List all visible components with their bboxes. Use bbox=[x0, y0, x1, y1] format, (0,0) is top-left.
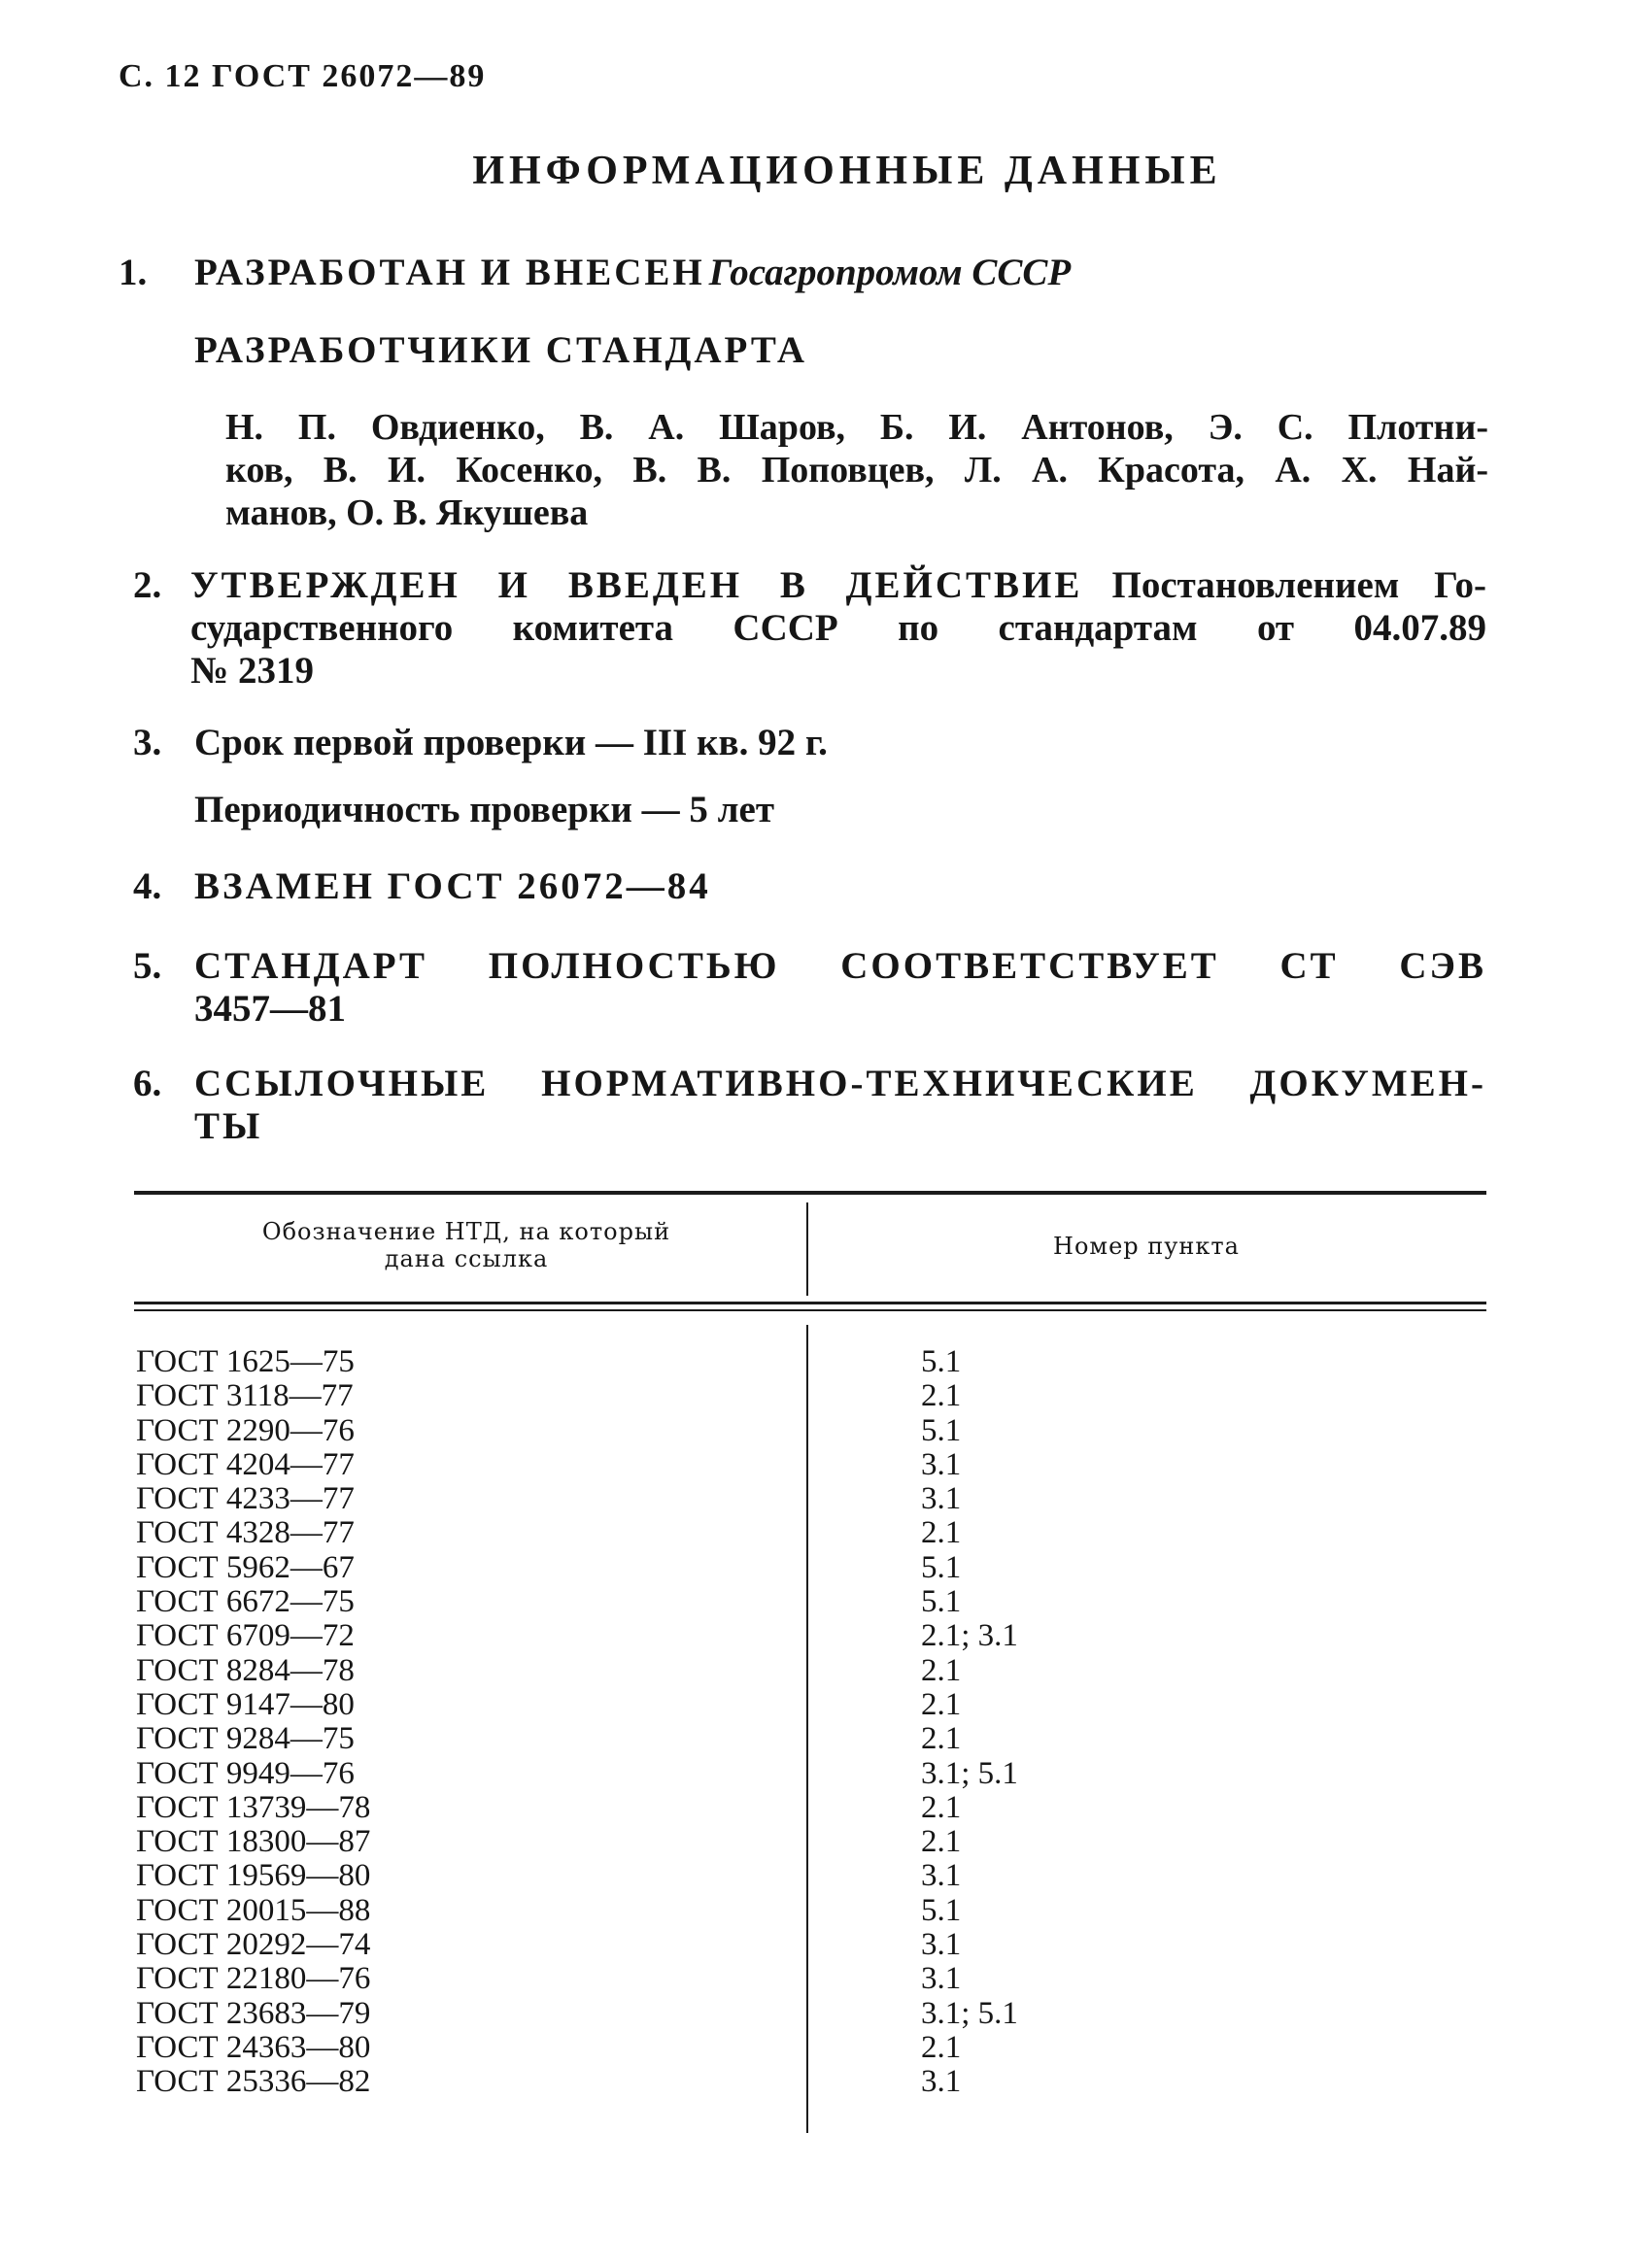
table-header-doc bbox=[194, 1218, 738, 1272]
table-row-clause: 5.1 bbox=[921, 1412, 962, 1448]
table-row-doc: ГОСТ 22180—76 bbox=[136, 1961, 371, 1997]
table-row-doc: ГОСТ 19569—80 bbox=[136, 1858, 371, 1894]
section-2-number: 2. bbox=[133, 564, 162, 606]
table-row-doc: ГОСТ 24363—80 bbox=[136, 2029, 371, 2065]
section-4-text: ВЗАМЕН ГОСТ 26072—84 bbox=[194, 865, 711, 907]
table-row-doc: ГОСТ 4328—77 bbox=[136, 1515, 355, 1551]
table-row-doc: ГОСТ 3118—77 bbox=[136, 1378, 354, 1414]
table-row-clause: 5.1 bbox=[921, 1584, 962, 1620]
table-row-clause: 2.1 bbox=[921, 1789, 962, 1825]
table-header-doc-line: Обозначение НТД, на который bbox=[261, 1218, 671, 1245]
table-row-doc: ГОСТ 6672—75 bbox=[136, 1584, 355, 1620]
table-header-divider bbox=[806, 1202, 808, 1296]
developers-list bbox=[225, 406, 1488, 534]
table-row-doc: ГОСТ 4204—77 bbox=[136, 1446, 355, 1482]
table-row-clause: 3.1 bbox=[921, 1481, 962, 1517]
table-row-clause: 2.1 bbox=[921, 1378, 962, 1414]
table-row-clause: 3.1 bbox=[921, 1446, 962, 1482]
table-row-doc: ГОСТ 18300—87 bbox=[136, 1824, 371, 1860]
section-2-rest: Постановлением Го- bbox=[1111, 564, 1487, 606]
table-row-doc: ГОСТ 25336—82 bbox=[136, 2064, 371, 2100]
table-doc-column bbox=[136, 1345, 370, 2100]
table-row-clause: 2.1 bbox=[921, 1515, 962, 1551]
table-header-doc-line: дана ссылка bbox=[384, 1245, 549, 1272]
table-row-clause: 3.1 bbox=[921, 2064, 962, 2100]
table-header-rule-double bbox=[134, 1309, 1486, 1311]
table-clause-column bbox=[921, 1345, 1018, 2100]
table-row-clause: 2.1 bbox=[921, 1824, 962, 1860]
developers-line: ков, В. И. Косенко, В. В. Поповцев, Л. А. Красота, А. Х. Най- bbox=[225, 450, 1488, 491]
table-row-doc: ГОСТ 9284—75 bbox=[136, 1721, 355, 1757]
table-row-doc: ГОСТ 23683—79 bbox=[136, 1995, 371, 2031]
developers-line: Н. П. Овдиенко, В. А. Шаров, Б. И. Антонов, Э. С. Плотни- bbox=[225, 407, 1488, 448]
section-1-number: 1. bbox=[119, 252, 148, 293]
section-6-line-1: ССЫЛОЧНЫЕ НОРМАТИВНО-ТЕХНИЧЕСКИЕ ДОКУМЕН- bbox=[194, 1063, 1486, 1104]
section-1-caps: РАЗРАБОТАН И ВНЕСЕН bbox=[194, 252, 705, 293]
table-row-clause: 5.1 bbox=[921, 1892, 962, 1928]
table-row-doc: ГОСТ 20015—88 bbox=[136, 1892, 371, 1928]
table-top-rule bbox=[134, 1191, 1486, 1195]
section-1-line bbox=[194, 251, 1071, 294]
table-row-doc: ГОСТ 13739—78 bbox=[136, 1789, 371, 1825]
table-body-divider bbox=[806, 1325, 808, 2133]
page-header: С. 12 ГОСТ 26072—89 bbox=[119, 58, 487, 94]
table-row-clause: 2.1 bbox=[921, 1652, 962, 1688]
section-4-number: 4. bbox=[133, 865, 162, 907]
section-2-line-1 bbox=[190, 563, 1486, 607]
table-row-doc: ГОСТ 9147—80 bbox=[136, 1686, 355, 1722]
table-header-rule bbox=[134, 1302, 1486, 1304]
table-row-clause: 2.1; 3.1 bbox=[921, 1618, 1018, 1654]
table-row-clause: 5.1 bbox=[921, 1344, 962, 1379]
table-header-clause: Номер пункта bbox=[1053, 1233, 1240, 1260]
table-row-clause: 3.1 bbox=[921, 1927, 962, 1963]
table-row-doc: ГОСТ 1625—75 bbox=[136, 1344, 355, 1379]
section-2-line-2: сударственного комитета СССР по стандартам от 04.07.89 bbox=[190, 607, 1486, 649]
table-row-clause: 2.1 bbox=[921, 1721, 962, 1757]
table-row-clause: 2.1 bbox=[921, 2029, 962, 2065]
section-1-body: Госагропромом СССР bbox=[708, 252, 1072, 293]
table-row-clause: 5.1 bbox=[921, 1549, 962, 1585]
table-row-doc: ГОСТ 6709—72 bbox=[136, 1618, 355, 1654]
table-row-doc: ГОСТ 5962—67 bbox=[136, 1549, 355, 1585]
table-row-doc: ГОСТ 20292—74 bbox=[136, 1927, 371, 1963]
developers-line: манов, О. В. Якушева bbox=[225, 492, 589, 533]
section-5-number: 5. bbox=[133, 945, 162, 987]
section-5-line-1: СТАНДАРТ ПОЛНОСТЬЮ СООТВЕТСТВУЕТ СТ СЭВ bbox=[194, 945, 1486, 987]
section-2-line-3: № 2319 bbox=[190, 650, 314, 692]
section-3-line-1: Срок первой проверки — III кв. 92 г. bbox=[194, 722, 828, 763]
section-3-number: 3. bbox=[133, 722, 162, 763]
table-row-clause: 3.1; 5.1 bbox=[921, 1995, 1018, 2031]
page-title: ИНФОРМАЦИОННЫЕ ДАННЫЕ bbox=[472, 149, 1222, 193]
section-5-line-2: 3457—81 bbox=[194, 988, 346, 1030]
section-3-line-2: Периодичность проверки — 5 лет bbox=[194, 789, 774, 830]
table-row-clause: 3.1; 5.1 bbox=[921, 1755, 1018, 1791]
table-row-clause: 2.1 bbox=[921, 1686, 962, 1722]
developers-heading: РАЗРАБОТЧИКИ СТАНДАРТА bbox=[194, 329, 808, 371]
section-6-line-2: ТЫ bbox=[194, 1105, 263, 1147]
section-2-caps: УТВЕРЖДЕН И ВВЕДЕН В ДЕЙСТВИЕ bbox=[190, 564, 1083, 606]
table-row-clause: 3.1 bbox=[921, 1961, 962, 1997]
section-6-number: 6. bbox=[133, 1063, 162, 1104]
table-row-doc: ГОСТ 4233—77 bbox=[136, 1481, 355, 1517]
table-row-doc: ГОСТ 2290—76 bbox=[136, 1412, 355, 1448]
table-row-doc: ГОСТ 8284—78 bbox=[136, 1652, 355, 1688]
table-row-doc: ГОСТ 9949—76 bbox=[136, 1755, 355, 1791]
table-row-clause: 3.1 bbox=[921, 1858, 962, 1894]
